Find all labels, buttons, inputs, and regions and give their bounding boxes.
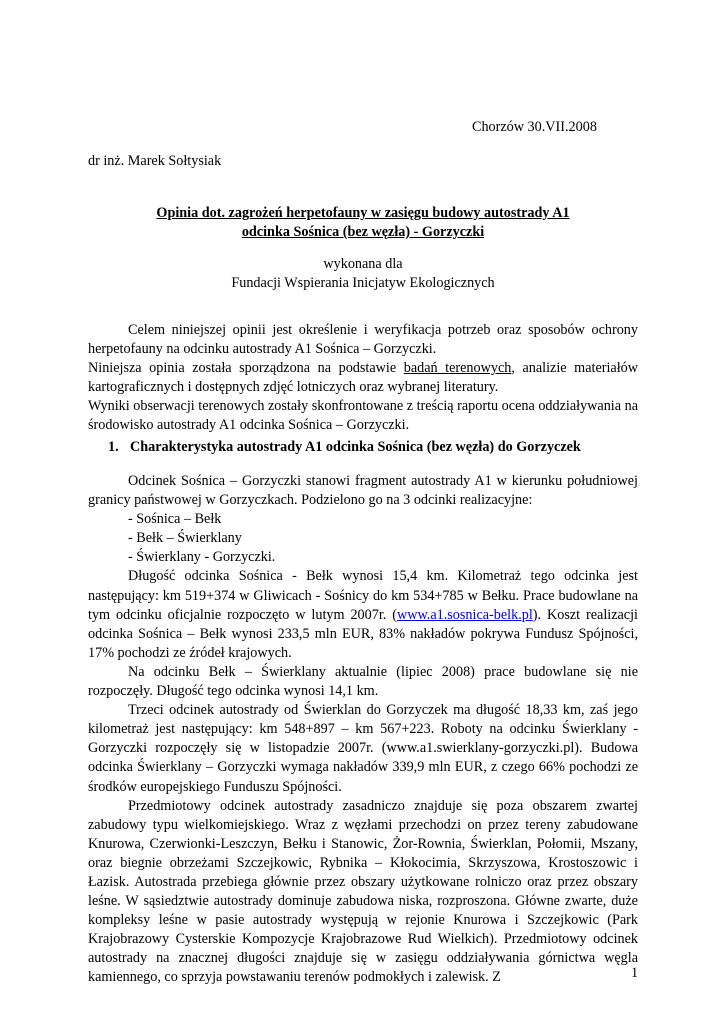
list-item: - Świerklany - Gorzyczki. (128, 549, 276, 566)
section-1-paragraph-5: Przedmiotowy odcinek autostrady zasadniczo znajduje się poza obszarem zwartej zabudowy typu wielkomiejskiego. Wraz z węzłami przechodzi on przez tereny zabudowane Knurowa, Czerwionki-Leszczyn, Bełku i Stanowic, Żor-Rownia, Świerklan, Połomii, Mszany, oraz biegnie obrzeżami Szczejkowic, Rybnika – Kłokocimia, Skrzyszowa, Krostoszowic i Łazisk. Autostrada przebiega głównie przez obszary użytkowane rolniczo oraz przez obszary leśne. W sąsiedztwie autostrady dominuje zabudowa niska, rozproszona. Główne zwarte, duże kompleksy leśne w pasie autostrady występują w rejonie Knurowa i Szczejkowic (Park Krajobrazowy Cysterskie Kompozycje Krajobrazowe Rud Wielkich). Przedmiotowy odcinek autostrady na znacznej długości znajduje się w zasięgu oddziaływania górnictwa węgla kamiennego, co sprzyja powstawaniu terenów podmokłych i zalewisk. Z (88, 797, 638, 986)
list-item: - Sośnica – Bełk (128, 511, 222, 528)
document-author: dr inż. Marek Sołtysiak (88, 153, 222, 169)
sosnica-belk-link[interactable]: www.a1.sosnica-belk.pl (396, 606, 533, 623)
intro-paragraph-2: Niniejsza opinia została sporządzona na podstawie badań terenowych, analizie materiałów kartograficznych i dostępnych zdjęć lotniczych oraz wybranej literatury. (88, 360, 638, 396)
document-date: Chorzów 30.VII.2008 (472, 119, 597, 135)
section-1-heading (108, 438, 581, 457)
intro-paragraph-3: Wyniki obserwacji terenowych zostały skonfrontowane z treścią raportu ocena oddziaływania na środowisko autostrady A1 odcinka Sośnica – Gorzyczki. (88, 398, 638, 434)
segment-list (88, 510, 638, 567)
subtitle-line-1: wykonana dla (323, 256, 403, 272)
section-1-number: 1. (108, 439, 119, 455)
subtitle-line-2: Fundacji Wspierania Inicjatyw Ekologicznych (231, 275, 495, 292)
section-1-paragraph-2: Długość odcinka Sośnica - Bełk wynosi 15,4 km. Kilometraż tego odcinka jest następujący: km 519+374 w Gliwicach - Sośnicy do km 534+785 w Bełku. Prace budowlane na tym odcinku oficjalnie rozpoczęto w lutym 2007r. (www.a1.sosnica-belk.pl). Koszt realizacji odcinka Sośnica – Bełk wynosi 233,5 mln EUR, 83% nakładów pokrywa Fundusz Spójności, 17% pochodzi ze źródeł krajowych. (88, 568, 638, 661)
title-line-1: Opinia dot. zagrożeń herpetofauny w zasięgu budowy autostrady A1 (156, 205, 570, 221)
section-1-title: Charakterystyka autostrady A1 odcinka Sośnica (bez węzła) do Gorzyczek (130, 439, 581, 455)
intro-section (88, 321, 638, 436)
section-1-paragraph-1: Odcinek Sośnica – Gorzyczki stanowi fragment autostrady A1 w kierunku południowej granicy państwowej w Gorzyczkach. Podzielono go na 3 odcinki realizacyjne: (88, 473, 638, 509)
section-1-body (88, 472, 638, 988)
field-research-link: badań terenowych (403, 360, 512, 377)
document-title (88, 204, 638, 242)
intro-paragraph-1: Celem niniejszej opinii jest określenie i weryfikacja potrzeb oraz sposobów ochrony herpetofauny na odcinku autostrady A1 Sośnica – Gorzyczki. (88, 322, 638, 358)
section-1-paragraph-4: Trzeci odcinek autostrady od Świerklan do Gorzyczek ma długość 18,33 km, zaś jego kilometraż jest następujący: km 548+897 – km 567+223. Roboty na odcinku Świerklany - Gorzyczki rozpoczęły się w listopadzie 2007r. (www.a1.swierklany-gorzyczki.pl). Budowa odcinka Świerklany – Gorzyczki wymaga nakładów 339,9 mln EUR, z czego 66% pochodzi ze środków europejskiego Funduszu Spójności. (88, 702, 638, 795)
list-item: - Bełk – Świerklany (128, 530, 242, 547)
section-1-paragraph-3: Na odcinku Bełk – Świerklany aktualnie (lipiec 2008) prace budowlane się nie rozpoczęły. Długość tego odcinka wynosi 14,1 km. (88, 663, 638, 700)
page-number: 1 (631, 965, 639, 981)
document-subtitle (88, 255, 638, 293)
title-line-2: odcinka Sośnica (bez węzła) - Gorzyczki (241, 224, 485, 241)
